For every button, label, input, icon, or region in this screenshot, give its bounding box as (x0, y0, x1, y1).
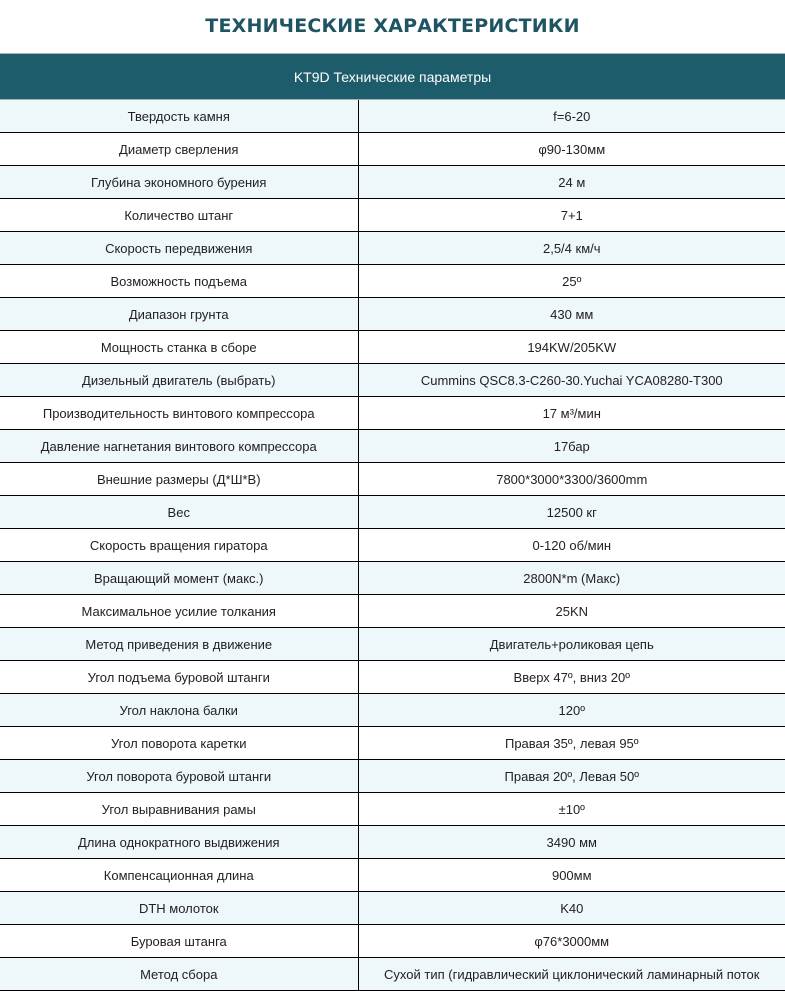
param-value-cell: 120º (358, 694, 785, 727)
param-name-cell: Внешние размеры (Д*Ш*В) (0, 463, 358, 496)
param-name-cell: Метод сбора (0, 958, 358, 991)
param-value-cell: f=6-20 (358, 100, 785, 133)
table-header: KT9D Технические параметры (0, 54, 785, 100)
param-name-cell: Угол поворота каретки (0, 727, 358, 760)
param-value-cell: Cummins QSC8.3-C260-30.Yuchai YCA08280-T300 (358, 364, 785, 397)
table-row (0, 760, 785, 793)
table-row (0, 298, 785, 331)
param-name-cell: Вращающий момент (макс.) (0, 562, 358, 595)
table-row (0, 529, 785, 562)
table-row (0, 133, 785, 166)
param-name-cell: Вес (0, 496, 358, 529)
param-value-cell: ±10º (358, 793, 785, 826)
param-value-cell: 900мм (358, 859, 785, 892)
param-name-cell: Скорость вращения гиратора (0, 529, 358, 562)
param-name-cell: Длина однократного выдвижения (0, 826, 358, 859)
param-name-cell: Максимальное усилие толкания (0, 595, 358, 628)
page-title: ТЕХНИЧЕСКИЕ ХАРАКТЕРИСТИКИ (205, 15, 580, 37)
param-name-cell: Угол поворота буровой штанги (0, 760, 358, 793)
table-row (0, 463, 785, 496)
param-name-cell: Возможность подъема (0, 265, 358, 298)
param-name-cell: Глубина экономного бурения (0, 166, 358, 199)
param-value-cell: K40 (358, 892, 785, 925)
param-name-cell: Количество штанг (0, 199, 358, 232)
table-row (0, 694, 785, 727)
table-row (0, 496, 785, 529)
table-row (0, 628, 785, 661)
param-value-cell: 2,5/4 км/ч (358, 232, 785, 265)
param-name-cell: DTH молоток (0, 892, 358, 925)
param-name-cell: Угол наклона балки (0, 694, 358, 727)
spec-table (0, 53, 785, 991)
param-name-cell: Скорость передвижения (0, 232, 358, 265)
table-row (0, 100, 785, 133)
param-value-cell: 194KW/205KW (358, 331, 785, 364)
table-row (0, 331, 785, 364)
table-row (0, 265, 785, 298)
param-value-cell: 7800*3000*3300/3600mm (358, 463, 785, 496)
param-name-cell: Буровая штанга (0, 925, 358, 958)
table-row (0, 826, 785, 859)
table-header-row (0, 54, 785, 100)
param-name-cell: Диапазон грунта (0, 298, 358, 331)
param-value-cell: 17 м³/мин (358, 397, 785, 430)
table-row (0, 892, 785, 925)
param-name-cell: Диаметр сверления (0, 133, 358, 166)
table-row (0, 397, 785, 430)
param-value-cell: φ76*3000мм (358, 925, 785, 958)
param-name-cell: Угол подъема буровой штанги (0, 661, 358, 694)
param-value-cell: 430 мм (358, 298, 785, 331)
param-value-cell: Двигатель+роликовая цепь (358, 628, 785, 661)
table-row (0, 430, 785, 463)
param-value-cell: Вверх 47º, вниз 20º (358, 661, 785, 694)
param-name-cell: Производительность винтового компрессора (0, 397, 358, 430)
param-name-cell: Метод приведения в движение (0, 628, 358, 661)
param-value-cell: Правая 20º, Левая 50º (358, 760, 785, 793)
table-row (0, 859, 785, 892)
param-name-cell: Твердость камня (0, 100, 358, 133)
table-row (0, 199, 785, 232)
param-value-cell: 7+1 (358, 199, 785, 232)
param-name-cell: Компенсационная длина (0, 859, 358, 892)
param-value-cell: 24 м (358, 166, 785, 199)
spec-table-body (0, 100, 785, 991)
param-value-cell: 25KN (358, 595, 785, 628)
param-value-cell: φ90-130мм (358, 133, 785, 166)
param-value-cell: 3490 мм (358, 826, 785, 859)
param-value-cell: 0-120 об/мин (358, 529, 785, 562)
param-name-cell: Дизельный двигатель (выбрать) (0, 364, 358, 397)
table-row (0, 595, 785, 628)
table-row (0, 958, 785, 991)
param-value-cell: 12500 кг (358, 496, 785, 529)
param-name-cell: Мощность станка в сборе (0, 331, 358, 364)
table-row (0, 232, 785, 265)
param-value-cell: 17бар (358, 430, 785, 463)
table-row (0, 166, 785, 199)
table-row (0, 793, 785, 826)
table-row (0, 562, 785, 595)
table-row (0, 925, 785, 958)
param-value-cell: 25º (358, 265, 785, 298)
param-value-cell: Сухой тип (гидравлический циклонический ламинарный поток (358, 958, 785, 991)
param-value-cell: Правая 35º, левая 95º (358, 727, 785, 760)
param-name-cell: Угол выравнивания рамы (0, 793, 358, 826)
table-row (0, 364, 785, 397)
param-value-cell: 2800N*m (Макс) (358, 562, 785, 595)
table-row (0, 661, 785, 694)
param-name-cell: Давление нагнетания винтового компрессора (0, 430, 358, 463)
table-row (0, 727, 785, 760)
